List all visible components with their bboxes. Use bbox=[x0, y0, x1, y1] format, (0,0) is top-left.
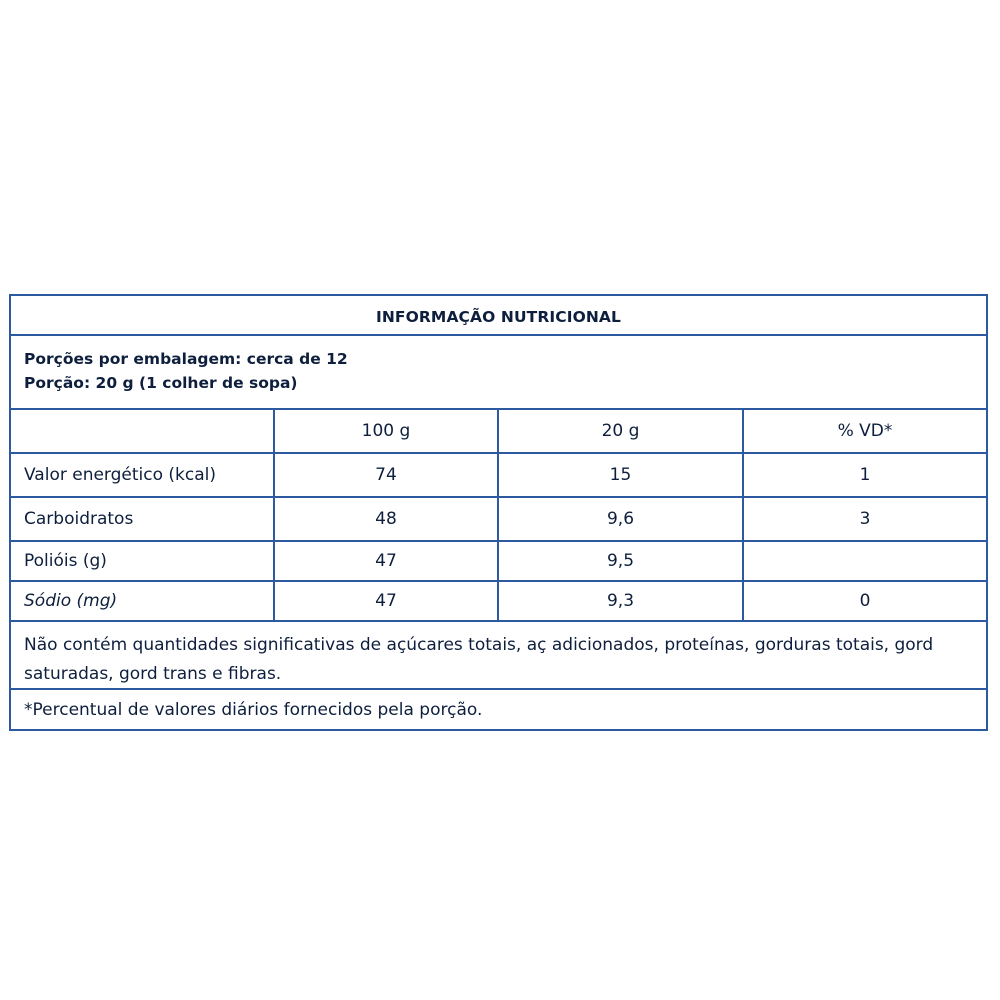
daily-value-footnote: *Percentual de valores diários fornecidos pela porção. bbox=[24, 699, 483, 720]
daily-value-percent: 1 bbox=[859, 465, 871, 485]
value-per-100g: 48 bbox=[275, 498, 499, 540]
value-per-portion: 9,5 bbox=[499, 542, 744, 580]
table-title: INFORMAÇÃO NUTRICIONAL bbox=[375, 308, 621, 326]
column-header-100g: 100 g bbox=[275, 410, 499, 452]
not-significant-note: Não contém quantidades significativas de açúcares totais, aç adicionados, proteínas, gorduras totais, gord saturadas, gord trans e fibras. bbox=[24, 635, 934, 684]
table-row bbox=[11, 454, 986, 498]
daily-value-percent: 0 bbox=[859, 591, 871, 611]
value-per-100g: 47 bbox=[275, 542, 499, 580]
table-row bbox=[11, 498, 986, 542]
table-title-row bbox=[11, 296, 986, 336]
serving-size: Porção: 20 g (1 colher de sopa) bbox=[24, 374, 298, 392]
daily-value-percent bbox=[744, 542, 986, 580]
column-header-nutrient bbox=[11, 410, 275, 452]
servings-per-package: Porções por embalagem: cerca de 12 bbox=[24, 350, 348, 368]
nutrient-name: Polióis (g) bbox=[11, 542, 275, 580]
table-row bbox=[11, 582, 986, 622]
table-row bbox=[11, 542, 986, 582]
column-header-portion: 20 g bbox=[499, 410, 744, 452]
nutrition-facts-table bbox=[9, 294, 988, 731]
nutrient-name: Sódio (mg) bbox=[11, 582, 275, 620]
column-header-vd: % VD* bbox=[837, 421, 893, 441]
value-per-portion: 15 bbox=[499, 454, 744, 496]
value-per-100g: 47 bbox=[275, 582, 499, 620]
value-per-100g: 74 bbox=[275, 454, 499, 496]
footnote-row bbox=[11, 690, 986, 729]
column-header-row bbox=[11, 410, 986, 454]
portion-info bbox=[11, 336, 986, 410]
value-per-portion: 9,6 bbox=[499, 498, 744, 540]
nutrient-name: Carboidratos bbox=[11, 498, 275, 540]
value-per-portion: 9,3 bbox=[499, 582, 744, 620]
daily-value-percent: 3 bbox=[859, 509, 871, 529]
nutrient-name: Valor energético (kcal) bbox=[11, 454, 275, 496]
not-significant-note-row bbox=[11, 622, 986, 690]
